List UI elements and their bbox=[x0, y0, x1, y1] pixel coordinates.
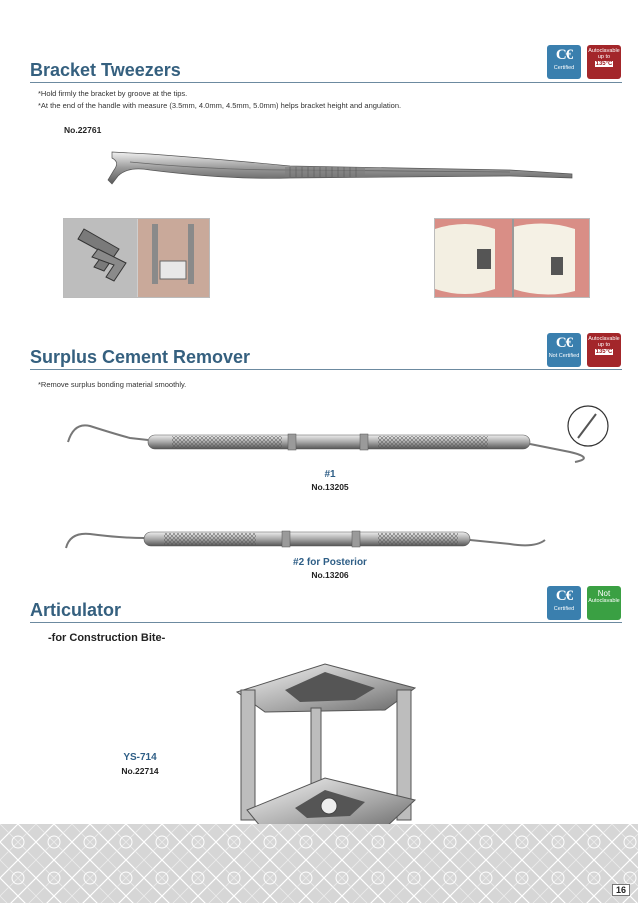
articulator-subtitle: -for Construction Bite- bbox=[48, 632, 166, 644]
cement-remover-2-image bbox=[60, 512, 560, 562]
note-line-1: *Hold firmly the bracket by groove at the tips. bbox=[38, 89, 188, 98]
teeth-bracket-image bbox=[435, 219, 590, 298]
bracket-placement-photo bbox=[434, 218, 590, 298]
ce-mark-icon: C€ bbox=[555, 588, 573, 604]
ce-mark-icon: C€ bbox=[555, 335, 573, 351]
cement-remover-1-image bbox=[60, 400, 620, 475]
note-line-2: *At the end of the handle with measure (3.5mm, 4.0mm, 4.5mm, 5.0mm) helps bracket height and angulation. bbox=[38, 101, 402, 110]
autoclave-temp: 135°C bbox=[595, 61, 613, 67]
tweezer-tip-closeup-image bbox=[64, 219, 210, 298]
ce-badge-label: Certified bbox=[553, 606, 575, 612]
product-code-cement-1: No.13205 bbox=[311, 482, 349, 492]
articulator-model: YS-714 bbox=[123, 752, 157, 763]
section-divider bbox=[30, 369, 622, 370]
section-title-cement-remover: Surplus Cement Remover bbox=[30, 347, 251, 367]
autoclave-line1: Autoclavable bbox=[588, 48, 620, 54]
autoclave-line2: up to bbox=[597, 54, 611, 60]
autoclave-line1: Autoclavable bbox=[588, 336, 620, 342]
autoclave-line1: Not bbox=[597, 589, 611, 598]
product-code-cement-2: No.13206 bbox=[311, 570, 349, 580]
note-cement-remover: *Remove surplus bonding material smoothly. bbox=[38, 380, 187, 389]
product-code-tweezers: No.22761 bbox=[64, 125, 102, 135]
tweezers-tip-photo bbox=[63, 218, 210, 298]
ce-badge-label: Not Certified bbox=[548, 353, 580, 359]
section-title-articulator: Articulator bbox=[30, 600, 122, 620]
ce-certified-badge bbox=[547, 45, 581, 79]
not-autoclavable-badge bbox=[587, 586, 621, 620]
product-code-articulator: No.22714 bbox=[121, 766, 159, 776]
ce-not-certified-badge bbox=[547, 333, 581, 367]
section-divider bbox=[30, 622, 622, 623]
autoclave-line2: Autoclavable bbox=[588, 598, 620, 604]
autoclavable-badge bbox=[587, 45, 621, 79]
decorative-footer-pattern bbox=[0, 824, 638, 903]
geometric-pattern-image bbox=[0, 824, 638, 903]
autoclavable-badge bbox=[587, 333, 621, 367]
autoclave-line2: up to bbox=[597, 342, 611, 348]
articulator-image bbox=[225, 660, 425, 840]
page-number: 16 bbox=[612, 884, 630, 896]
bracket-tweezers-image bbox=[90, 140, 590, 200]
variant-label-2: #2 for Posterior bbox=[293, 557, 367, 568]
ce-badge-label: Certified bbox=[553, 65, 575, 71]
autoclave-temp: 135°C bbox=[595, 349, 613, 355]
section-divider bbox=[30, 82, 622, 83]
variant-label-1: #1 bbox=[324, 469, 336, 480]
ce-certified-badge bbox=[547, 586, 581, 620]
section-title-bracket-tweezers: Bracket Tweezers bbox=[30, 60, 181, 80]
ce-mark-icon: C€ bbox=[555, 47, 573, 63]
